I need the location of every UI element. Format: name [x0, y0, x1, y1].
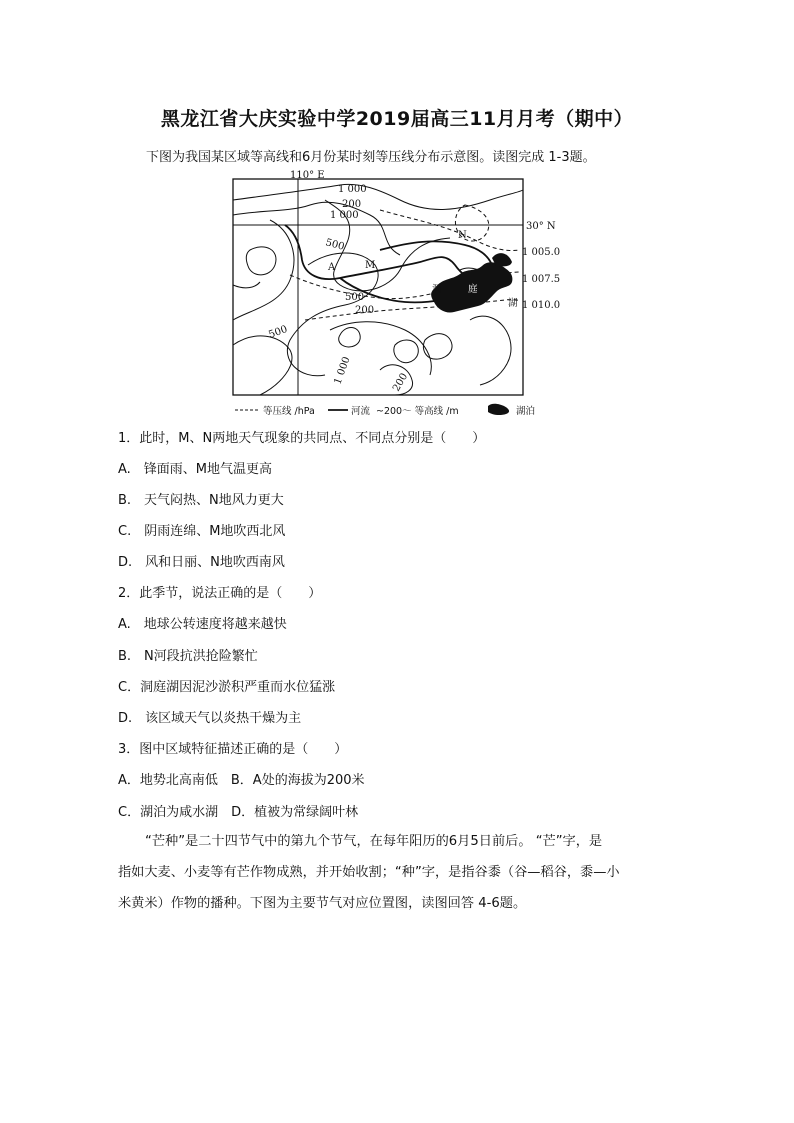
legend-isobar: 等压线 /hPa	[263, 406, 315, 417]
lake-char: 洞	[432, 284, 442, 295]
passage-line-3: 米黄米）作物的播种。下图为主要节气对应位置图，读图回答 4-6题。	[118, 896, 527, 911]
intro-text: 下图为我国某区域等高线和6月份某时刻等压线分布示意图。读图完成 1-3题。	[146, 150, 596, 165]
contour-label: 1 000	[332, 355, 353, 387]
isobar-label: 1 005.0	[522, 247, 561, 258]
q2-option-b: B. N河段抗洪抢险繁忙	[118, 649, 258, 664]
passage-line-2: 指如大麦、小麦等有芒作物成熟，并开始收割；“种”字，是指谷黍（谷—稻谷，黍—小	[118, 865, 620, 880]
contour-label: 200	[391, 371, 411, 394]
q3-options-cd: C．湖泊为咸水湖 D．植被为常绿阔叶林	[118, 805, 359, 820]
contour-label: 200	[342, 199, 362, 210]
passage	[118, 826, 678, 919]
point-label-m: M	[365, 260, 376, 271]
q1-option-a: A. 锋面雨、M地气温更高	[118, 462, 273, 477]
contour-label: 500	[267, 323, 289, 341]
point-label-a: A	[328, 262, 336, 273]
isobar-label: 1 007.5	[522, 274, 561, 285]
contour-label: 500	[324, 237, 346, 253]
q2-option-c: C．洞庭湖因泥沙淤积严重而水位猛涨	[118, 680, 336, 695]
q1-option-d: D. 风和日丽、N地吹西南风	[118, 555, 285, 570]
q1-option-c: C. 阴雨连绵、M地吹西北风	[118, 524, 286, 539]
q1-option-b: B. 天气闷热、N地风力更大	[118, 493, 284, 508]
question-2: 2．此季节，说法正确的是（ ）	[118, 586, 322, 601]
q3-options-ab: A．地势北高南低 B．A处的海拔为200米	[118, 773, 365, 788]
map-figure	[230, 170, 575, 420]
legend-lake: 湖泊	[516, 406, 536, 417]
passage-line-1: “芒种”是二十四节气中的第九个节气，在每年阳历的6月5日前后。 “芒”字，是	[145, 834, 603, 849]
page-title: 黑龙江省大庆实验中学2019届高三11月月考（期中）	[160, 108, 634, 130]
lon-label: 110° E	[290, 170, 325, 181]
question-1: 1．此时，M、N两地天气现象的共同点、不同点分别是（ ）	[118, 431, 486, 446]
contour-label: 200	[355, 305, 375, 316]
legend-contour: ~200～ 等高线 /m	[376, 406, 459, 417]
q2-option-a: A. 地球公转速度将越来越快	[118, 617, 287, 632]
isobar-label: 1 010.0	[522, 300, 561, 311]
map-legend	[235, 404, 535, 417]
contour-isobar-map	[230, 170, 575, 420]
contour-label: 1 000	[330, 210, 359, 221]
legend-river: 河流	[351, 406, 371, 417]
q2-option-d: D. 该区域天气以炎热干燥为主	[118, 711, 302, 726]
lake-char: 湖	[508, 298, 518, 309]
point-label-n: N	[458, 230, 467, 241]
question-3: 3．图中区域特征描述正确的是（ ）	[118, 742, 348, 757]
lat-label: 30° N	[526, 221, 556, 232]
legend-lake-sample	[488, 404, 509, 415]
lake-char: 庭	[468, 284, 478, 295]
contour-label: 1 000	[338, 184, 367, 195]
contour-label: 500	[345, 292, 365, 303]
